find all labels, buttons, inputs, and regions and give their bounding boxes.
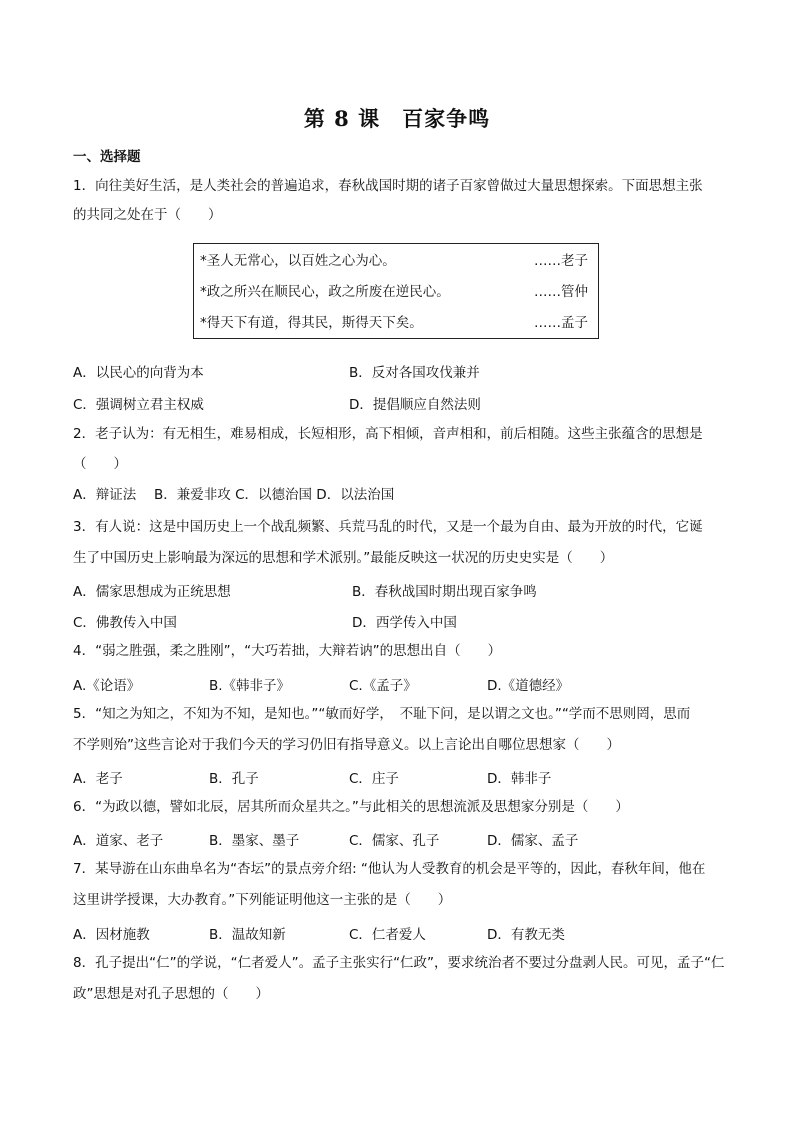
quote-box [193,243,599,339]
question-8-stem-line-2: 政”思想是对孔子思想的（ ） [73,986,269,1002]
option-c[interactable]: C．强调树立君主权威 [73,397,204,413]
question-1-stem-line-1: 1．向往美好生活，是人类社会的普遍追求，春秋战国时期的诸子百家曾做过大量思想探索。下面思想主张 [73,178,703,194]
option-a[interactable]: A．以民心的向背为本 [73,365,204,381]
question-8-stem-line-1: 8．孔子提出“仁”的学说，“仁者爱人”。孟子主张实行“仁政”，要求统治者不要过分盘剥人民。可见，孟子“仁 [73,955,725,971]
quote-row [200,311,588,331]
question-4-stem: 4．“弱之胜强，柔之胜刚”，“大巧若拙，大辩若讷”的思想出自（ ） [73,643,502,659]
option-d[interactable]: D．儒家、孟子 [487,833,579,849]
option-b[interactable]: B．温故知新 [209,927,286,943]
question-1-stem-line-2: 的共同之处在于（ ） [73,207,222,223]
question-3-stem-line-2: 生了中国历史上影响最为深远的思想和学术派别。”最能反映这一状况的历史史实是（ ） [73,550,614,566]
question-7-stem-line-1: 7．某导游在山东曲阜名为“杏坛”的景点旁介绍: “他认为人受教育的机会是平等的，因此，春秋年间，他在 [73,861,706,877]
option-d[interactable]: D.《道德经》 [487,678,570,694]
option-a[interactable]: A．老子 [73,771,123,787]
option-d[interactable]: D．韩非子 [487,771,552,787]
option-b[interactable]: B．墨家、墨子 [209,833,300,849]
option-b[interactable]: B．孔子 [209,771,259,787]
question-6-stem: 6．“为政以德，譬如北辰，居其所而众星共之。”与此相关的思想流派及思想家分别是（ ） [73,799,629,815]
option-a[interactable]: A．儒家思想成为正统思想 [73,584,231,600]
option-b[interactable]: B.《韩非子》 [209,678,291,694]
question-3-stem-line-1: 3．有人说：这是中国历史上一个战乱频繁、兵荒马乱的时代，又是一个最为自由、最为开放的时代，它诞 [73,519,703,535]
option-b[interactable]: B．反对各国攻伐兼并 [349,365,480,381]
option-b[interactable]: B．春秋战国时期出现百家争鸣 [352,584,537,600]
option-c[interactable]: C.《孟子》 [349,678,417,694]
option-d[interactable]: D．有教无类 [487,927,565,943]
option-c[interactable]: C．仁者爱人 [349,927,426,943]
quote-row [200,280,588,300]
option-c[interactable]: C．佛教传入中国 [73,615,177,631]
option-a[interactable]: A.《论语》 [73,678,141,694]
quote-author: ……老子 [534,253,588,269]
lesson-name: 百家争鸣 [402,106,491,131]
page-title [0,103,794,133]
option-d[interactable]: D．提倡顺应自然法则 [349,397,481,413]
quote-author: ……管仲 [534,284,588,300]
quote-row [200,249,588,269]
quote-text: *得天下有道，得其民，斯得天下矣。 [200,315,423,331]
option-a[interactable]: A．因材施教 [73,927,150,943]
question-5-stem-line-2: 不学则殆”这些言论对于我们今天的学习仍旧有指导意义。以上言论出自哪位思想家（ ） [73,737,620,753]
question-7-stem-line-2: 这里讲学授课，大办教育。”下列能证明他这一主张的是（ ） [73,892,452,908]
question-5-stem-line-1: 5．“知之为知之，不知为不知，是知也。”“敏而好学， 不耻下问，是以谓之文也。”“学而不思则罔，思而 [73,706,691,722]
option-a[interactable]: A．道家、老子 [73,833,164,849]
question-2-options[interactable]: A．辩证法 B．兼爱非攻 C．以德治国 D．以法治国 [73,487,395,503]
option-d[interactable]: D．西学传入中国 [352,615,457,631]
lesson-number: 第 8 课 [303,106,381,131]
quote-text: *圣人无常心，以百姓之心为心。 [200,253,396,269]
question-2-stem-line-1: 2．老子认为：有无相生，难易相成，长短相形，高下相倾，音声相和，前后相随。这些主张蕴含的思想是 [73,426,703,442]
quote-text: *政之所兴在顺民心，政之所废在逆民心。 [200,284,450,300]
option-c[interactable]: C．庄子 [349,771,399,787]
section-heading: 一、选择题 [73,149,141,165]
quote-author: ……孟子 [534,315,588,331]
option-c[interactable]: C．儒家、孔子 [349,833,440,849]
question-2-stem-line-2: （ ） [73,456,127,472]
